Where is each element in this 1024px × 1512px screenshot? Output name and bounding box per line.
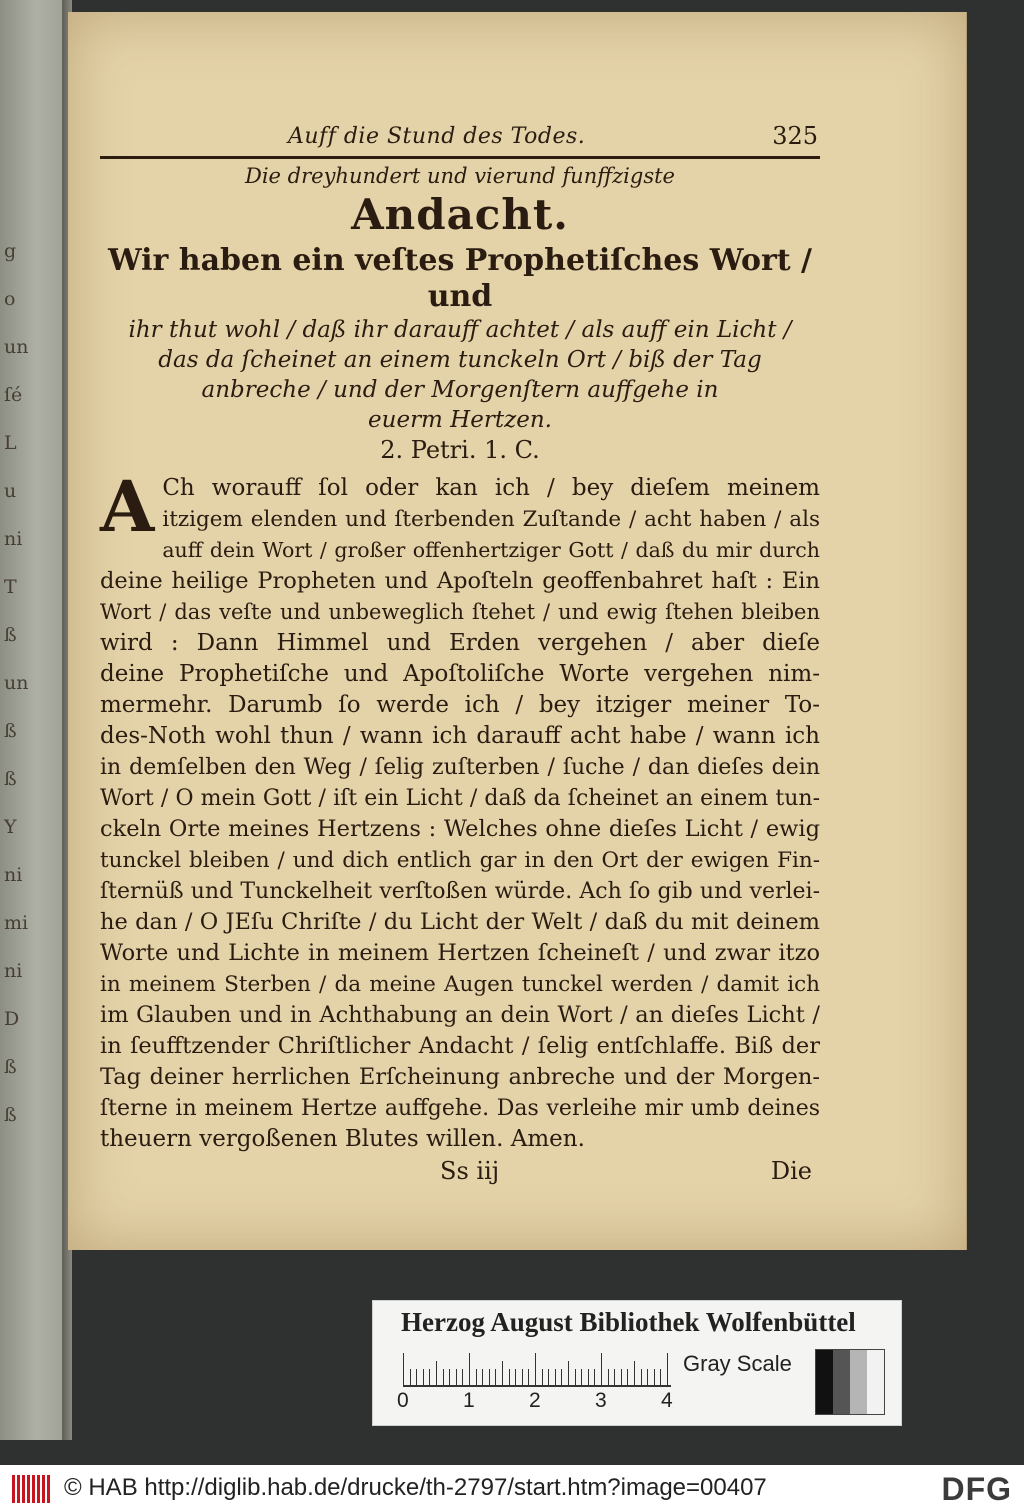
ruler-tick [647, 1369, 648, 1385]
grayscale-label: Gray Scale [683, 1351, 792, 1376]
ruler-tick [641, 1369, 642, 1385]
ruler-tick [456, 1369, 457, 1385]
running-title: Auff die Stund des Todes. [288, 124, 586, 149]
ruler-number: 4 [661, 1389, 673, 1412]
ruler-tick [462, 1369, 463, 1385]
previous-page-fragment: ß [4, 1056, 17, 1078]
card-title: Herzog August Bibliothek Wolfenbüttel [401, 1307, 856, 1337]
previous-page-fragment: ß [4, 768, 17, 790]
previous-page-fragment: ſé [4, 384, 23, 406]
previous-page-fragment: D [4, 1008, 20, 1030]
body-line: deine heilige Propheten und Apoſteln geoffenbahret haſt : Ein [100, 568, 820, 594]
motto-line: das da ſcheinet an einem tunckeln Ort / biß der Tag [158, 347, 762, 373]
ruler-tick [489, 1369, 490, 1385]
body-line: wird : Dann Himmel und Erden vergehen / aber dieſe [100, 630, 820, 656]
ruler-tick [575, 1369, 576, 1385]
ruler-tick [608, 1369, 609, 1385]
previous-page-fragment: L [4, 432, 17, 454]
drop-initial: A [100, 465, 155, 548]
ruler-tick [436, 1361, 437, 1385]
ruler-tick [476, 1369, 477, 1385]
ruler-tick [528, 1369, 529, 1385]
color-reference-card [372, 1300, 902, 1426]
previous-page-fragment: ß [4, 720, 17, 742]
previous-page-fragment: Y [4, 816, 17, 838]
previous-page-fragment: o [4, 288, 16, 310]
body-line: Worte und Lichte in meinem Hertzen ſcheineſt / und zwar itzo [100, 940, 820, 966]
previous-page-fragment: g [4, 240, 17, 262]
gray-swatch [833, 1350, 850, 1414]
dfg-logo: DFG [941, 1471, 1012, 1507]
body-line: deine Prophetiſche und Apoſtoliſche Worte vergehen nim- [100, 661, 820, 687]
ruler-tick [581, 1369, 582, 1385]
ruler-tick [555, 1369, 556, 1385]
gray-swatch [816, 1350, 833, 1414]
page-number: 325 [772, 122, 818, 150]
ruler-tick [509, 1369, 510, 1385]
previous-page-fragment: un [4, 336, 29, 358]
ruler-tick [423, 1369, 424, 1385]
ruler-tick [634, 1361, 635, 1385]
body-line: mermehr. Darumb ſo werde ich / bey itziger meiner To- [100, 692, 820, 718]
ruler-tick [522, 1369, 523, 1385]
motto-line: ihr thut wohl / daß ihr darauff achtet / als auff ein Licht / [128, 317, 792, 343]
grayscale-swatches [815, 1349, 885, 1415]
previous-page-fragment: T [4, 576, 17, 598]
previous-page-fragment: ß [4, 624, 17, 646]
gray-swatch [850, 1350, 867, 1414]
ruler-tick [469, 1353, 470, 1385]
body-line: in demſelben den Weg / ſelig zuſterben / ſuche / dan dieſes dein [100, 755, 820, 780]
previous-page-fragment: u [4, 480, 17, 502]
heading-pre: Die dreyhundert und vierund funffzigste [245, 164, 675, 188]
signature-mark: Ss iij [440, 1157, 500, 1185]
motto-line: euerm Hertzen. [368, 407, 552, 433]
ruler-tick [410, 1369, 411, 1385]
ruler-tick [548, 1369, 549, 1385]
body-line: Wort / O mein Gott / iſt ein Licht / daß da ſcheinet an einem tun- [100, 786, 820, 811]
body-line: Tag deiner herrlichen Erſcheinung anbreche und der Morgen- [100, 1064, 820, 1090]
ruler-tick [482, 1369, 483, 1385]
body-line: ckeln Orte meines Hertzens : Welches ohne dieſes Licht / ewig [100, 816, 820, 842]
ruler-tick [594, 1369, 595, 1385]
ruler-tick [416, 1369, 417, 1385]
body-line: tunckel bleiben / und dich entlich gar in den Ort der ewigen Fin- [100, 848, 820, 873]
previous-page-fragment: ni [4, 960, 23, 982]
body-text [100, 465, 820, 1155]
ruler-tick [601, 1353, 602, 1385]
ruler-tick [429, 1369, 430, 1385]
previous-page-fragment: ni [4, 864, 23, 886]
body-line: im Glauben und in Achthabung an dein Wort / an dieſes Licht / [100, 1002, 820, 1028]
motto [100, 243, 820, 435]
footer-credit: © HAB http://diglib.hab.de/drucke/th-2797/start.htm?image=00407 [64, 1474, 767, 1501]
previous-page-fragment: ß [4, 1104, 17, 1126]
ruler-tick [542, 1369, 543, 1385]
previous-page-edge [0, 0, 66, 1440]
motto-reference: 2. Petri. 1. C. [380, 436, 540, 464]
text-block [100, 120, 820, 1191]
ruler-tick [654, 1369, 655, 1385]
ruler-tick [449, 1369, 450, 1385]
ruler-tick [443, 1369, 444, 1385]
ruler-number: 0 [397, 1389, 409, 1412]
ruler-tick [502, 1361, 503, 1385]
running-head [100, 120, 820, 159]
motto-line: anbreche / und der Morgenſtern auffgehe in [201, 377, 719, 403]
body-line: in ſeufftzender Chriſtlicher Andacht / ſelig entſchlaffe. Biß der [100, 1033, 820, 1059]
previous-page-fragment: ni [4, 528, 23, 550]
ruler-tick [588, 1369, 589, 1385]
ruler-tick [495, 1369, 496, 1385]
body-line: itzigem elenden und ſterbenden Zuſtande / acht haben / als [162, 507, 820, 532]
ruler-number: 2 [529, 1389, 541, 1412]
ruler-tick [621, 1369, 622, 1385]
ruler-tick [614, 1369, 615, 1385]
ruler-tick [667, 1353, 668, 1385]
ruler-number: 1 [463, 1389, 475, 1412]
body-line: in meinem Sterben / da meine Augen tunckel werden / damit ich [100, 972, 820, 997]
scale-ruler [403, 1351, 671, 1387]
hab-logo-icon [12, 1475, 52, 1503]
body-line: Ch worauff ſol oder kan ich / bey dieſem meinem [162, 475, 820, 501]
footer-bar [0, 1465, 1024, 1512]
catchword: Die [770, 1157, 812, 1185]
ruler-number: 3 [595, 1389, 607, 1412]
body-line: ſternüß und Tunckelheit verſtoßen würde. Ach ſo gib und verlei- [100, 879, 820, 904]
body-line: ſterne in meinem Hertze auffgehe. Das verleihe mir umb deines [100, 1096, 820, 1121]
previous-page-fragment: mi [4, 912, 29, 934]
ruler-tick [515, 1369, 516, 1385]
ruler-tick [568, 1361, 569, 1385]
body-line: Wort / das veſte und unbeweglich ſtehet / und ewig ſtehen bleiben [100, 600, 820, 624]
ruler-tick [660, 1369, 661, 1385]
body-line: he dan / O JEſu Chriſte / du Licht der Welt / daß du mit deinem [100, 909, 820, 935]
body-line: des-Noth wohl thun / wann ich darauff acht habe / wann ich [100, 723, 820, 749]
ruler-tick [535, 1353, 536, 1385]
body-line: theuern vergoßenen Blutes willen. Amen. [100, 1126, 585, 1152]
motto-line: Wir haben ein veſtes Prophetiſches Wort / und [107, 243, 813, 314]
ruler-tick [561, 1369, 562, 1385]
heading-main: Andacht. [351, 190, 569, 239]
catch-row [100, 1157, 820, 1191]
ruler-tick [627, 1369, 628, 1385]
book-page [68, 12, 967, 1250]
ruler-tick [403, 1353, 404, 1385]
gray-swatch [867, 1350, 884, 1414]
body-line: auff dein Wort / großer offenhertziger Gott / daß du mir durch [162, 538, 820, 562]
previous-page-fragment: un [4, 672, 29, 694]
